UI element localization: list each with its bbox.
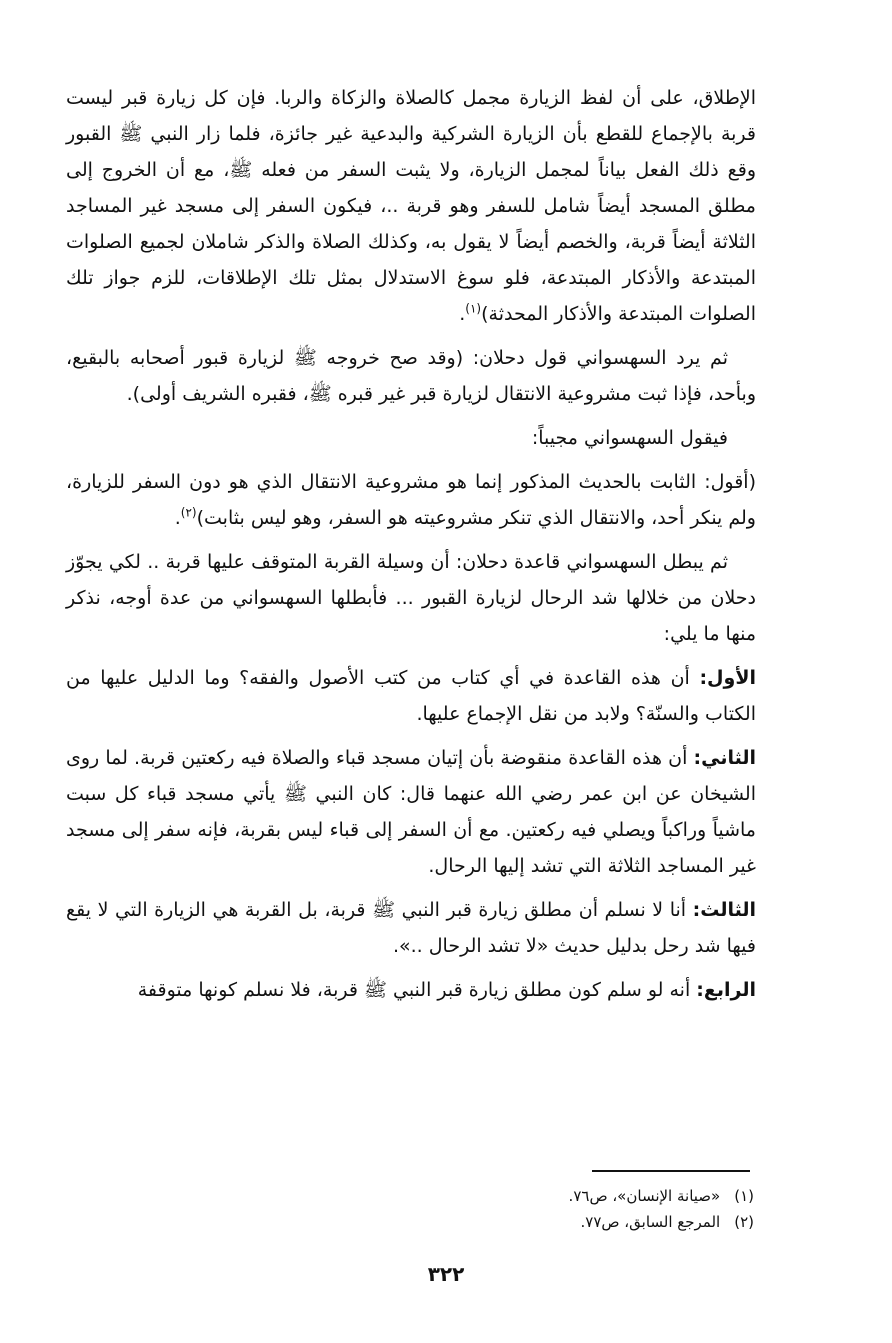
paragraph-tail: . <box>459 303 466 325</box>
footnote-separator <box>592 1170 750 1172</box>
footnote-ref-1[interactable]: (١) <box>465 301 482 316</box>
paragraph-text: الإطلاق، على أن لفظ الزيارة مجمل كالصلاة والزكاة والربا. فإن كل زيارة قبر ليست قربة بالإجماع للقطع بأن الزيارة الشركية والبدعية غير جائزة، فلما زار النبي ﷺ القبور وقع ذلك الفعل بياناً لمجمل الزيارة، ولا يثبت السفر من فعله ﷺ، مع أن الخروج إلى مطلق المسجد أيضاً شامل للسفر وهو قربة ..، فيكون السفر إلى مسجد غير المساجد الثلاثة أيضاً قربة، والخصم أيضاً لا يقول به، وكذلك الصلاة والذكر شاملان لجميع الصلوات المبتدعة والأذكار المبتدعة، فلو سوغ الاستدلال بمثل تلك الإطلاقات، للزم جواز تلك الصلوات المبتدعة والأذكار المحدثة) <box>66 87 756 325</box>
paragraph-4 <box>66 464 756 536</box>
page-number: ٣٢٢ <box>427 1262 465 1286</box>
paragraph-1 <box>66 80 756 332</box>
footnote-number: (١) <box>734 1187 754 1205</box>
paragraph-text: أن هذه القاعدة منقوضة بأن إتيان مسجد قباء والصلاة فيه ركعتين قربة. لما روى الشيخان عن ابن عمر رضي الله عنهما قال: كان النبي ﷺ يأتي مسجد قباء كل سبت ماشياً وراكباً ويصلي فيه ركعتين. مع أن السفر إلى قباء ليس بقربة، فإنه سفر إلى مسجد غير المساجد الثلاثة التي تشد إليها الرحال. <box>66 747 756 877</box>
paragraph-6 <box>66 660 756 732</box>
paragraph-text: فيقول السهسواني مجيباً: <box>531 427 728 449</box>
footnote-1 <box>66 1183 754 1209</box>
paragraph-8 <box>66 892 756 964</box>
footnote-ref-2[interactable]: (٢) <box>180 505 197 520</box>
paragraph-text: ثم يبطل السهسواني قاعدة دحلان: أن وسيلة القربة المتوقف عليها قربة .. لكي يجوّز دحلان من خلالها شد الرحال لزيارة القبور ... فأبطلها السهسواني من عدة أوجه، نذكر منها ما يلي: <box>66 551 756 645</box>
body-text <box>66 80 756 1016</box>
point-label: الرابع: <box>696 979 756 1001</box>
footnotes <box>66 1183 754 1235</box>
paragraph-3 <box>66 420 756 456</box>
paragraph-5 <box>66 544 756 652</box>
point-label: الثاني: <box>693 747 756 769</box>
footnote-2 <box>66 1209 754 1235</box>
paragraph-text: ثم يرد السهسواني قول دحلان: (وقد صح خروجه ﷺ لزيارة قبور أصحابه بالبقيع، وبأحد، فإذا ثبت مشروعية الانتقال لزيارة قبر غير قبره ﷺ، فقبره الشريف أولى). <box>66 347 756 405</box>
paragraph-2 <box>66 340 756 412</box>
footnote-text: «صيانة الإنسان»، ص٧٦. <box>568 1187 721 1205</box>
point-label: الأول: <box>699 667 756 689</box>
paragraph-text: أن هذه القاعدة في أي كتاب من كتب الأصول والفقه؟ وما الدليل عليها من الكتاب والسنّة؟ ولابد من نقل الإجماع عليها. <box>66 667 756 725</box>
footnote-text: المرجع السابق، ص٧٧. <box>580 1213 721 1231</box>
paragraph-text: أنه لو سلم كون مطلق زيارة قبر النبي ﷺ قربة، فلا نسلم كونها متوقفة <box>137 979 697 1001</box>
paragraph-text: أنا لا نسلم أن مطلق زيارة قبر النبي ﷺ قربة، بل القربة هي الزيارة التي لا يقع فيها شد رحل بدليل حديث «لا تشد الرحال ..». <box>66 899 756 957</box>
paragraph-9 <box>66 972 756 1008</box>
point-label: الثالث: <box>692 899 756 921</box>
paragraph-text: (أقول: الثابت بالحديث المذكور إنما هو مشروعية الانتقال الذي هو دون السفر للزيارة، ولم ينكر أحد، والانتقال الذي تنكر مشروعيته هو السفر، وهو ليس بثابت) <box>66 471 756 529</box>
paragraph-tail: . <box>174 507 181 529</box>
footnote-number: (٢) <box>734 1213 754 1231</box>
paragraph-7 <box>66 740 756 884</box>
